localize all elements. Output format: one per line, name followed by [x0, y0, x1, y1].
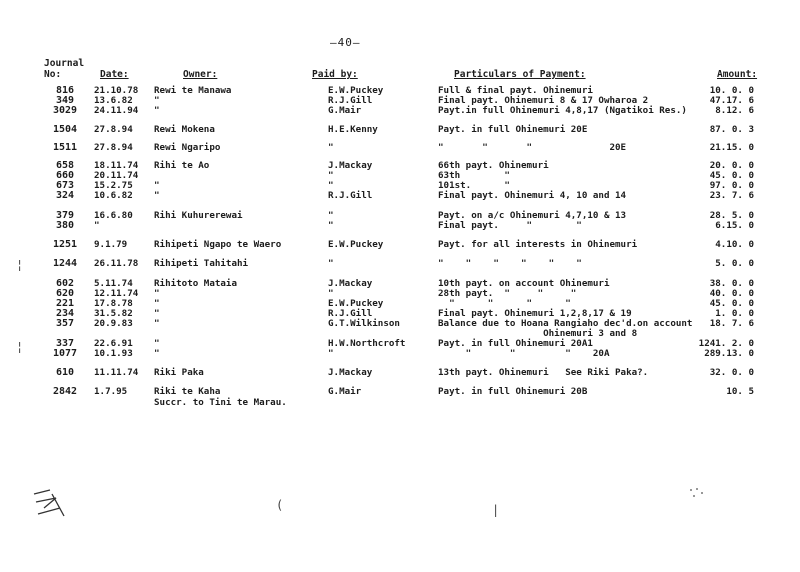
row-particulars: 66th payt. Ohinemuri [438, 160, 549, 171]
row-no: 379 [55, 210, 75, 221]
row-amount: 87. 0. 3 [709, 124, 754, 135]
row-particulars: Payt. in full Ohinemuri 20A1 [438, 338, 593, 349]
row-owner: " [154, 95, 160, 106]
row-owner: " [154, 298, 160, 309]
header-journal-no: Journal No: [44, 58, 85, 80]
row-no: 610 [55, 367, 75, 378]
row-amount: 97. 0. 0 [709, 180, 754, 191]
row-owner: " [154, 288, 160, 299]
row-particulars: Payt. for all interests in Ohinemuri [438, 239, 638, 250]
row-date: 10.6.82 [94, 190, 133, 201]
row-no: 380 [55, 220, 75, 231]
row-paid-by: " [328, 210, 334, 221]
row-no: 660 [55, 170, 75, 181]
row-no: 234 [55, 308, 75, 319]
row-owner: Rewi Mokena [154, 124, 215, 135]
margin-mark: ¦ [16, 258, 24, 272]
row-particulars: 28th payt. " " " [438, 288, 577, 299]
row-paid-by: R.J.Gill [328, 95, 373, 106]
row-particulars: 101st. " [438, 180, 510, 191]
row-date: 26.11.78 [94, 258, 139, 269]
row-particulars: " " " 20E [438, 142, 627, 153]
row-owner: " [154, 348, 160, 359]
row-no: 1077 [52, 348, 78, 359]
row-paid-by: J.Mackay [328, 160, 373, 171]
row-particulars: Payt.in full Ohinemuri 4,8,17 (Ngatikoi Res.) [438, 105, 687, 116]
row-no: 349 [55, 95, 75, 106]
row-particulars: Final payt. Ohinemuri 1,2,8,17 & 19 [438, 308, 632, 319]
row-date: 27.8.94 [94, 124, 133, 135]
page-number: —40— [330, 36, 361, 49]
row-no: 673 [55, 180, 75, 191]
row-paid-by: E.W.Puckey [328, 85, 384, 96]
row-date: 18.11.74 [94, 160, 139, 171]
row-owner: " [154, 180, 160, 191]
header-owner: Owner: [183, 69, 218, 80]
row-date: 20.11.74 [94, 170, 139, 181]
row-date: 27.8.94 [94, 142, 133, 153]
row-owner: " [154, 105, 160, 116]
row-owner: Rihipeti Ngapo te Waero [154, 239, 282, 250]
row-no: 3029 [52, 105, 78, 116]
row-no: 337 [55, 338, 75, 349]
row-amount: 5. 0. 0 [715, 258, 754, 269]
row-particulars: Full & final payt. Ohinemuri [438, 85, 593, 96]
row-paid-by: " [328, 348, 334, 359]
row-paid-by: G.Mair [328, 386, 362, 397]
row-owner: Rewi te Manawa [154, 85, 232, 96]
row-date: 17.8.78 [94, 298, 133, 309]
row-particulars: Final payt. Ohinemuri 4, 10 and 14 [438, 190, 627, 201]
row-no: 816 [55, 85, 75, 96]
row-owner: " [154, 338, 160, 349]
row-paid-by: H.W.Northcroft [328, 338, 406, 349]
row-no: 2842 [52, 386, 78, 397]
row-amount: 18. 7. 6 [709, 318, 754, 329]
row-particulars: Payt. on a/c Ohinemuri 4,7,10 & 13 [438, 210, 627, 221]
row-amount: 38. 0. 0 [709, 278, 754, 289]
row-particulars: 13th payt. Ohinemuri See Riki Paka?. [438, 367, 649, 378]
row-date: 21.10.78 [94, 85, 139, 96]
row-owner: Rihitoto Mataia [154, 278, 237, 289]
row-no: 221 [55, 298, 75, 309]
row-particulars: Payt. in full Ohinemuri 20B [438, 386, 588, 397]
row-paid-by: " [328, 170, 334, 181]
row-particulars: Final payt. " " [438, 220, 582, 231]
row-paid-by: E.W.Puckey [328, 239, 384, 250]
stray-mark: | [492, 503, 500, 517]
row-amount: 45. 0. 0 [709, 170, 754, 181]
handwritten-scribble [30, 486, 70, 522]
row-date: 1.7.95 [94, 386, 128, 397]
row-amount: 40. 0. 0 [709, 288, 754, 299]
row-owner: Rihi te Ao [154, 160, 210, 171]
row-particulars: Ohinemuri 3 and 8 [438, 328, 638, 339]
row-amount: 6.15. 0 [715, 220, 754, 231]
row-date: 24.11.94 [94, 105, 139, 116]
header-date: Date: [100, 69, 129, 80]
row-amount: 47.17. 6 [709, 95, 754, 106]
row-date: 16.6.80 [94, 210, 133, 221]
row-amount: 23. 7. 6 [709, 190, 754, 201]
row-owner: Riki Paka [154, 367, 204, 378]
row-paid-by: J.Mackay [328, 278, 373, 289]
header-particulars: Particulars of Payment: [454, 69, 586, 80]
row-particulars: 63th " [438, 170, 510, 181]
row-date: 31.5.82 [94, 308, 133, 319]
row-no: 1511 [52, 142, 78, 153]
row-no: 1504 [52, 124, 78, 135]
row-paid-by: G.Mair [328, 105, 362, 116]
row-particulars: " " " 20A [438, 348, 610, 359]
row-owner: Rihipeti Tahitahi [154, 258, 249, 269]
row-amount: 289.13. 0 [704, 348, 754, 359]
row-no: 1244 [52, 258, 78, 269]
row-paid-by: H.E.Kenny [328, 124, 378, 135]
row-paid-by: " [328, 220, 334, 231]
row-amount: 4.10. 0 [715, 239, 754, 250]
row-paid-by: E.W.Puckey [328, 298, 384, 309]
row-amount: 1241. 2. 0 [698, 338, 754, 349]
row-particulars: " " " " [438, 298, 571, 309]
row-amount: 10. 0. 0 [709, 85, 754, 96]
row-no: 357 [55, 318, 75, 329]
row-owner: Rihi Kuhurerewai [154, 210, 243, 221]
row-no: 324 [55, 190, 75, 201]
row-date: " [94, 220, 100, 231]
row-paid-by: " [328, 288, 334, 299]
row-date: 15.2.75 [94, 180, 133, 191]
row-paid-by: " [328, 142, 334, 153]
row-particulars: Balance due to Hoana Rangiaho dec'd.on account [438, 318, 693, 329]
row-amount: 10. 5 [726, 386, 754, 397]
row-paid-by: R.J.Gill [328, 308, 373, 319]
row-paid-by: R.J.Gill [328, 190, 373, 201]
row-paid-by: G.T.Wilkinson [328, 318, 400, 329]
row-particulars: 10th payt. on account Ohinemuri [438, 278, 610, 289]
row-date: 12.11.74 [94, 288, 139, 299]
row-owner: Rewi Ngaripo [154, 142, 221, 153]
row-amount: 21.15. 0 [709, 142, 754, 153]
margin-mark: ¦ [16, 340, 24, 354]
row-amount: 28. 5. 0 [709, 210, 754, 221]
row-date: 20.9.83 [94, 318, 133, 329]
row-date: 13.6.82 [94, 95, 133, 106]
row-no: 658 [55, 160, 75, 171]
row-owner: " [154, 308, 160, 319]
row-owner: Riki te Kaha Succr. to Tini te Marau. [154, 386, 287, 408]
stray-mark: ( [276, 498, 284, 512]
row-amount: 8.12. 6 [715, 105, 754, 116]
row-owner: " [154, 318, 160, 329]
row-paid-by: " [328, 180, 334, 191]
row-date: 9.1.79 [94, 239, 128, 250]
row-paid-by: J.Mackay [328, 367, 373, 378]
row-owner: " [154, 190, 160, 201]
row-date: 10.1.93 [94, 348, 133, 359]
row-no: 602 [55, 278, 75, 289]
row-particulars: " " " " " " [438, 258, 582, 269]
row-amount: 20. 0. 0 [709, 160, 754, 171]
row-amount: 1. 0. 0 [715, 308, 754, 319]
row-no: 620 [55, 288, 75, 299]
row-amount: 32. 0. 0 [709, 367, 754, 378]
row-particulars: Final payt. Ohinemuri 8 & 17 Owharoa 2 [438, 95, 649, 106]
header-paid-by: Paid by: [312, 69, 358, 80]
row-date: 11.11.74 [94, 367, 139, 378]
row-particulars: Payt. in full Ohinemuri 20E [438, 124, 588, 135]
row-no: 1251 [52, 239, 78, 250]
scan-noise [688, 486, 708, 500]
row-amount: 45. 0. 0 [709, 298, 754, 309]
header-amount: Amount: [717, 69, 758, 80]
row-date: 22.6.91 [94, 338, 133, 349]
row-paid-by: " [328, 258, 334, 269]
row-date: 5.11.74 [94, 278, 133, 289]
